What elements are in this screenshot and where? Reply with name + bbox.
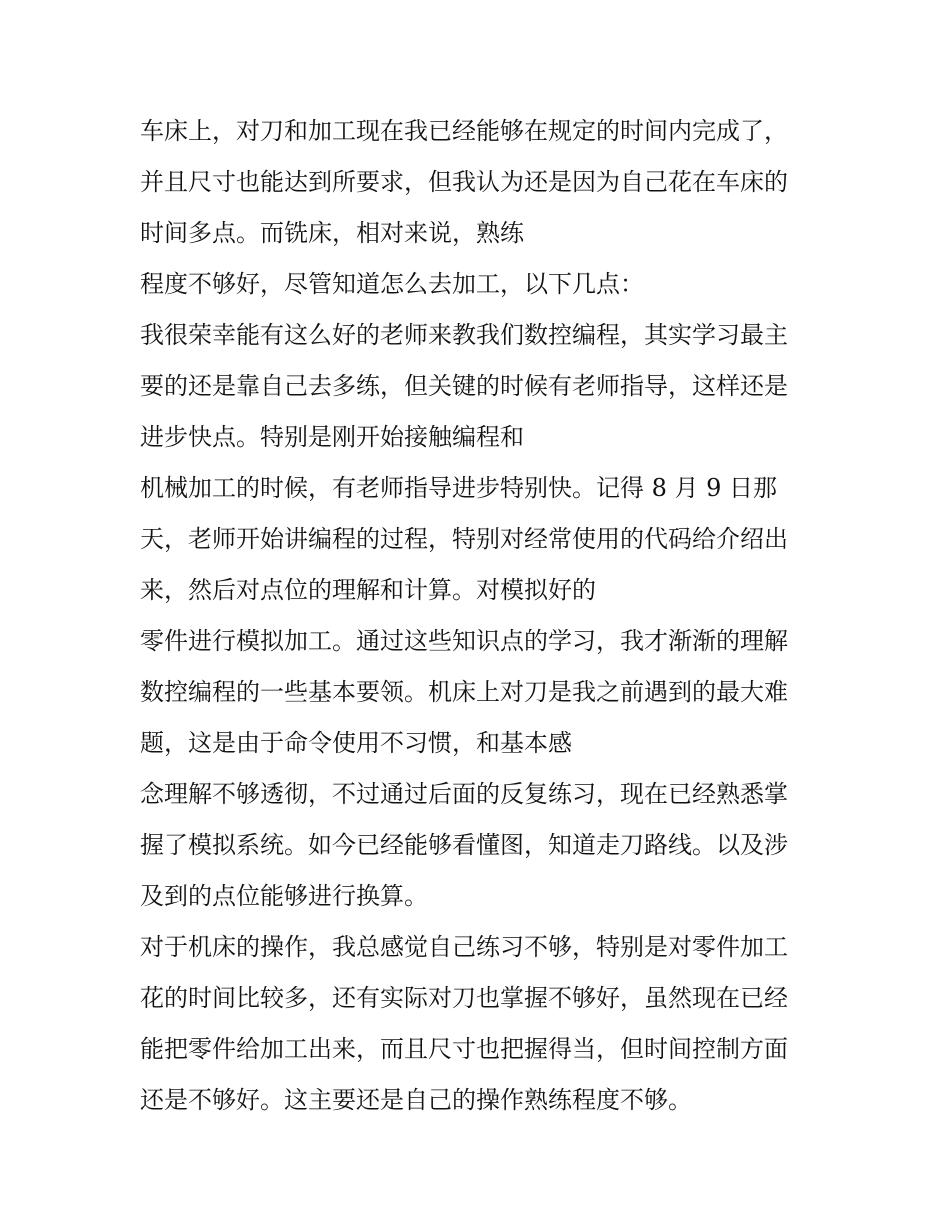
text-line: 花的时间比较多，还有实际对刀也掌握不够好，虽然现在已经 (140, 984, 788, 1012)
text-line: 还是不够好。这主要还是自己的操作熟练程度不够。 (140, 1086, 692, 1114)
text-line: 及到的点位能够进行换算。 (140, 882, 428, 910)
text-line: 天，老师开始讲编程的过程，特别对经常使用的代码给介绍出 (140, 525, 788, 553)
text-line: 并且尺寸也能达到所要求，但我认为还是因为自己花在车床的 (140, 168, 788, 196)
text-line: 能把零件给加工出来，而且尺寸也把握得当，但时间控制方面 (140, 1035, 788, 1063)
text-line: 来，然后对点位的理解和计算。对模拟好的 (140, 576, 596, 604)
text-line: 题，这是由于命令使用不习惯，和基本感 (140, 729, 572, 757)
text-line: 要的还是靠自己去多练，但关键的时候有老师指导，这样还是 (140, 372, 788, 400)
text-line: 时间多点。而铣床，相对来说，熟练 (140, 219, 524, 247)
body-text (140, 106, 830, 1126)
text-line: 数控编程的一些基本要领。机床上对刀是我之前遇到的最大难 (140, 678, 788, 706)
text-line: 我很荣幸能有这么好的老师来教我们数控编程，其实学习最主 (140, 321, 788, 349)
text-line: 车床上，对刀和加工现在我已经能够在规定的时间内完成了， (140, 117, 788, 145)
text-line: 握了模拟系统。如今已经能够看懂图，知道走刀路线。以及涉 (140, 831, 788, 859)
text-line: 进步快点。特别是刚开始接触编程和 (140, 423, 524, 451)
text-line: 零件进行模拟加工。通过这些知识点的学习，我才渐渐的理解 (140, 627, 788, 655)
text-line: 对于机床的操作，我总感觉自己练习不够，特别是对零件加工 (140, 933, 788, 961)
text-line: 机械加工的时候，有老师指导进步特别快。记得 8 月 9 日那 (140, 474, 778, 502)
text-line: 程度不够好，尽管知道怎么去加工，以下几点： (140, 270, 644, 298)
text-line: 念理解不够透彻，不过通过后面的反复练习，现在已经熟悉掌 (140, 780, 788, 808)
